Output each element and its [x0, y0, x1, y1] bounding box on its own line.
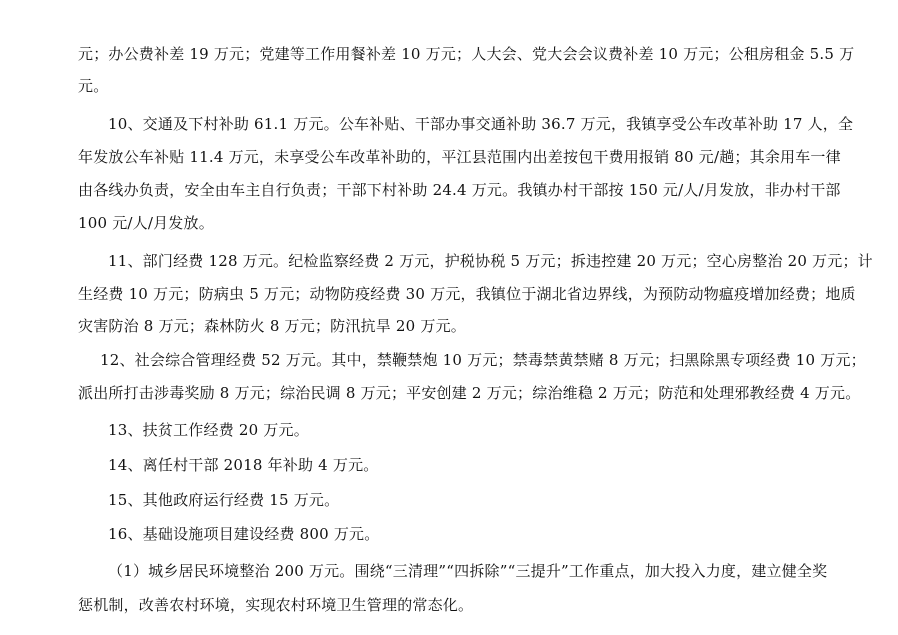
- text-line: 100 元/人/月发放。: [78, 214, 214, 232]
- text-line: 元。: [78, 77, 109, 95]
- text-line: 16、基础设施项目建设经费 800 万元。: [108, 525, 380, 543]
- text-line: 年发放公车补贴 11.4 万元，未享受公车改革补助的，平江县范围内出差按包干费用报销 80 元/趟；其余用车一律: [78, 148, 841, 166]
- text-line: 元；办公费补差 19 万元；党建等工作用餐补差 10 万元；人大会、党大会会议费补差 10 万元；公租房租金 5.5 万: [78, 45, 855, 63]
- text-line: 灾害防治 8 万元；森林防火 8 万元；防汛抗旱 20 万元。: [78, 317, 466, 335]
- text-line: 13、扶贫工作经费 20 万元。: [108, 421, 309, 439]
- text-line: 11、部门经费 128 万元。纪检监察经费 2 万元，护税协税 5 万元；拆违控建 20 万元；空心房整治 20 万元；计: [108, 252, 873, 270]
- text-line: 派出所打击涉毒奖励 8 万元；综治民调 8 万元；平安创建 2 万元；综治维稳 2 万元；防范和处理邪教经费 4 万元。: [78, 384, 861, 402]
- text-line: 由各线办负责，安全由车主自行负责；干部下村补助 24.4 万元。我镇办村干部按 150 元/人/月发放，非办村干部: [78, 181, 841, 199]
- text-line: 惩机制，改善农村环境，实现农村环境卫生管理的常态化。: [78, 596, 474, 614]
- text-line: 10、交通及下村补助 61.1 万元。公车补贴、干部办事交通补助 36.7 万元，我镇享受公车改革补助 17 人，全: [108, 115, 854, 133]
- text-line: 15、其他政府运行经费 15 万元。: [108, 491, 340, 509]
- text-line: 生经费 10 万元；防病虫 5 万元；动物防疫经费 30 万元，我镇位于湖北省边界线，为预防动物瘟疫增加经费；地质: [78, 285, 856, 303]
- text-line: 14、离任村干部 2018 年补助 4 万元。: [108, 456, 379, 474]
- text-line: 12、社会综合管理经费 52 万元。其中，禁鞭禁炮 10 万元；禁毒禁黄禁赌 8 万元；扫黑除黑专项经费 10 万元；: [100, 351, 866, 369]
- text-line: （1）城乡居民环境整治 200 万元。围绕“三清理”“四拆除”“三提升”工作重点，加大投入力度，建立健全奖: [108, 562, 828, 580]
